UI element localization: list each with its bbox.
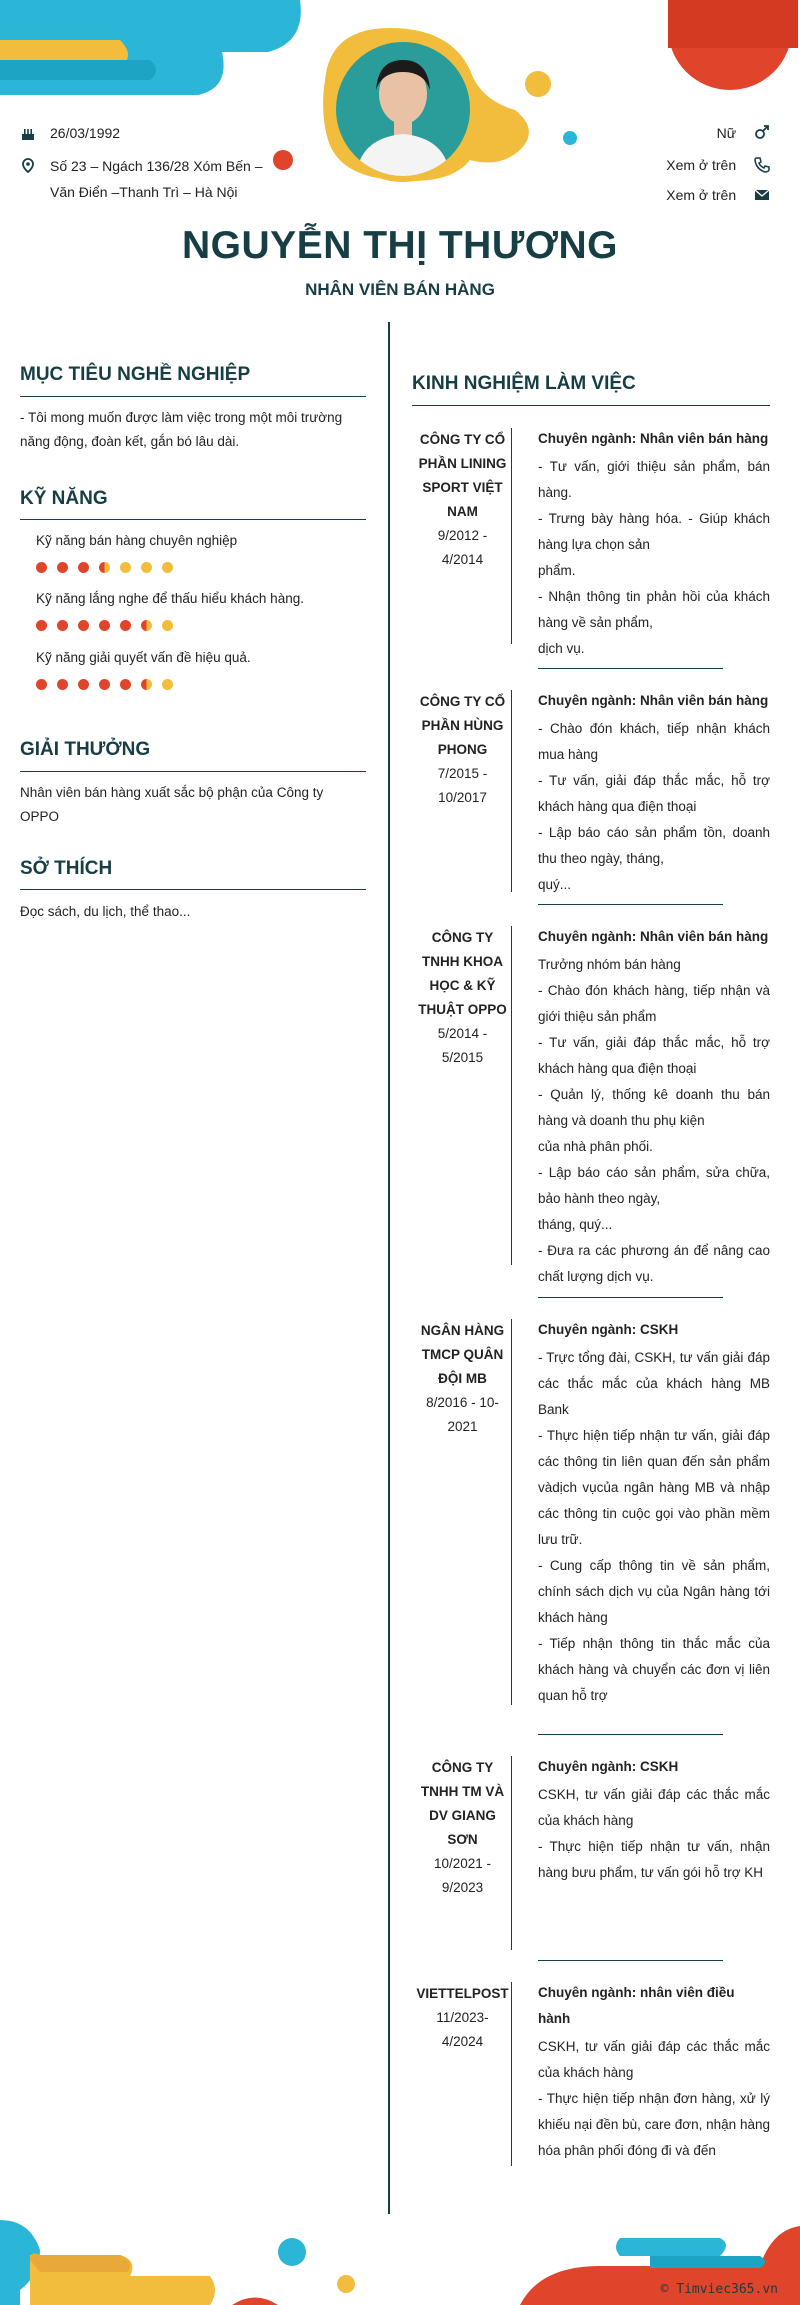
company-name-line: DV GIANG bbox=[429, 1808, 496, 1823]
company-name-line: ĐỘI MB bbox=[438, 1371, 487, 1386]
profile-photo bbox=[330, 36, 476, 182]
job-period-line: 7/2015 - bbox=[437, 766, 488, 781]
company-name-line: TNHH TM VÀ bbox=[420, 1784, 505, 1799]
job-duty: của nhà phân phối. bbox=[538, 1139, 653, 1154]
job-description bbox=[538, 1317, 770, 1709]
job-period-line: 10/2021 - bbox=[433, 1856, 492, 1871]
job-duty: - Chào đón khách hàng, tiếp nhận và giới thiệu sản phẩm bbox=[538, 983, 770, 1024]
job-duty: - Tiếp nhận thông tin thắc mắc của khách hàng và chuyển các đơn vị liên quan hỗ trợ bbox=[538, 1636, 770, 1703]
job-divider bbox=[511, 690, 512, 892]
gender-row bbox=[717, 122, 770, 144]
company-name-line: HỌC & KỸ bbox=[429, 978, 496, 993]
job-duty: - Đưa ra các phương án để nâng cao chất lượng dịch vụ. bbox=[538, 1243, 770, 1284]
job-role: Chuyên ngành: CSKH bbox=[538, 1322, 679, 1337]
job-duty: - Lập báo cáo sản phẩm tồn, doanh thu theo ngày, tháng, bbox=[538, 825, 770, 866]
objective-text bbox=[20, 406, 370, 454]
job-divider bbox=[511, 428, 512, 644]
candidate-name: NGUYỄN THỊ THƯƠNG bbox=[182, 224, 618, 267]
job-period-line: 4/2024 bbox=[441, 2034, 484, 2049]
skill-label: Kỹ năng giải quyết vấn đề hiệu quả. bbox=[36, 650, 251, 665]
small-cyan-dot bbox=[563, 131, 577, 145]
skill-rating-dot bbox=[162, 562, 173, 573]
company-name-line: PHONG bbox=[437, 742, 488, 757]
job-duty: - Thực hiện tiếp nhận đơn hàng, xử lý khiếu nại đền bù, care đơn, nhận hàng hóa phân phối đóng đi và đến bbox=[538, 2091, 770, 2158]
job-separator bbox=[538, 1297, 723, 1298]
skill-rating-dot bbox=[57, 562, 68, 573]
skill-rating-dot bbox=[141, 562, 152, 573]
skill-rating-dot bbox=[141, 679, 152, 690]
hobbies-text: Đọc sách, du lịch, thể thao... bbox=[20, 904, 191, 919]
awards-underline bbox=[20, 771, 366, 772]
bottom-yellow-dot bbox=[337, 2275, 355, 2293]
hobbies-underline bbox=[20, 889, 366, 890]
small-yellow-dot bbox=[525, 71, 551, 97]
bottom-right-cyan-stripe bbox=[616, 2238, 726, 2256]
job-role: Chuyên ngành: Nhân viên bán hàng bbox=[538, 431, 769, 446]
job-company bbox=[410, 1756, 515, 1900]
experience-heading: KINH NGHIỆM LÀM VIỆC bbox=[412, 373, 636, 394]
job-period-line: 9/2023 bbox=[441, 1880, 484, 1895]
skill-rating bbox=[36, 620, 173, 631]
candidate-position: NHÂN VIÊN BÁN HÀNG bbox=[305, 280, 495, 299]
company-name-line: TNHH KHOA bbox=[422, 954, 503, 969]
company-name-line: THUẬT OPPO bbox=[418, 1002, 507, 1017]
job-divider bbox=[511, 926, 512, 1265]
job-period-line: 10/2017 bbox=[438, 790, 487, 805]
job-period-line: 5/2015 bbox=[441, 1050, 484, 1065]
job-period-line: 5/2014 - bbox=[437, 1026, 488, 1041]
objective-line-1: - Tôi mong muốn được làm việc trong một môi trường bbox=[20, 410, 343, 425]
job-duty: - Thực hiện tiếp nhận tư vấn, nhận hàng bưu phẩm, tư vấn gói hỗ trợ KH bbox=[538, 1839, 770, 1880]
job-duty: - Trực tổng đài, CSKH, tư vấn giải đáp các thắc mắc của khách hàng MB Bank bbox=[538, 1350, 770, 1417]
company-name-line: SPORT VIỆT bbox=[422, 480, 503, 495]
phone-text: Xem ở trên bbox=[666, 157, 737, 173]
company-name-line: PHẦN HÙNG bbox=[421, 718, 504, 733]
company-name-line: CÔNG TY bbox=[431, 930, 494, 945]
job-role: Chuyên ngành: nhân viên điều hành bbox=[538, 1985, 735, 2026]
address-line-2: Văn Điển –Thanh Trì – Hà Nội bbox=[50, 184, 238, 200]
top-right-red-band bbox=[668, 0, 798, 48]
awards-line-2: OPPO bbox=[20, 809, 60, 824]
job-duty: Trưởng nhóm bán hàng bbox=[538, 957, 681, 972]
skill-rating-dot bbox=[99, 679, 110, 690]
company-name-line: SƠN bbox=[447, 1832, 478, 1847]
skill-rating-dot bbox=[162, 679, 173, 690]
objective-heading: MỤC TIÊU NGHỀ NGHIỆP bbox=[20, 364, 251, 385]
top-left-dark-stripe bbox=[0, 60, 156, 80]
job-separator bbox=[538, 1960, 723, 1961]
job-description bbox=[538, 1754, 770, 1886]
gender-text: Nữ bbox=[716, 125, 737, 141]
job-duty: - Tư vấn, giới thiệu sản phẩm, bán hàng. bbox=[538, 459, 770, 500]
column-divider bbox=[388, 322, 390, 2214]
skill-rating-dot bbox=[141, 620, 152, 631]
envelope-icon bbox=[754, 187, 770, 203]
skills-underline bbox=[20, 519, 366, 520]
job-duty: - Lập báo cáo sản phẩm, sửa chữa, bảo hành theo ngày, bbox=[538, 1165, 770, 1206]
skill-rating-dot bbox=[36, 679, 47, 690]
awards-heading: GIẢI THƯỞNG bbox=[20, 739, 151, 760]
job-duty: quý... bbox=[538, 877, 572, 892]
address-line-1: Số 23 – Ngách 136/28 Xóm Bến – bbox=[50, 158, 263, 174]
job-description bbox=[538, 1980, 770, 2164]
email-row bbox=[666, 184, 770, 206]
skill-rating-dot bbox=[78, 562, 89, 573]
job-role: Chuyên ngành: CSKH bbox=[538, 1759, 679, 1774]
company-name-line: NGÂN HÀNG bbox=[420, 1323, 505, 1338]
birthday-text: 26/03/1992 bbox=[50, 125, 121, 141]
bottom-red-half bbox=[232, 2298, 278, 2305]
awards-text bbox=[20, 781, 370, 829]
job-duty: phẩm. bbox=[538, 563, 576, 578]
small-red-dot bbox=[273, 150, 293, 170]
company-name-line: CÔNG TY bbox=[431, 1760, 494, 1775]
job-duty: CSKH, tư vấn giải đáp các thắc mắc của khách hàng bbox=[538, 1787, 770, 1828]
job-separator bbox=[538, 1734, 723, 1735]
skill-rating-dot bbox=[57, 620, 68, 631]
skill-label: Kỹ năng lắng nghe để thấu hiểu khách hàng. bbox=[36, 591, 304, 606]
job-duty: - Thực hiện tiếp nhận tư vấn, giải đáp các thông tin liên quan đến sản phẩm vàdịch vụcủa ngân hàng MB và nhập các thông tin cuộc gọi vào phần mềm lưu trữ. bbox=[538, 1428, 770, 1547]
job-period-line: 9/2012 - bbox=[437, 528, 488, 543]
skill-rating bbox=[36, 679, 173, 690]
job-period-line: 11/2023- bbox=[436, 2010, 489, 2025]
skills-heading: KỸ NĂNG bbox=[20, 488, 108, 509]
skill-rating-dot bbox=[162, 620, 173, 631]
email-text: Xem ở trên bbox=[666, 187, 737, 203]
company-name-line: CÔNG TY CỔ bbox=[419, 694, 506, 709]
job-description bbox=[538, 426, 770, 662]
job-company bbox=[410, 1982, 515, 2054]
objective-underline bbox=[20, 396, 366, 397]
company-name-line: VIETTELPOST bbox=[416, 1986, 509, 2001]
job-duty: - Cung cấp thông tin về sản phẩm, chính sách dịch vụ của Ngân hàng tới khách hàng bbox=[538, 1558, 770, 1625]
phone-row bbox=[666, 154, 770, 176]
experience-underline bbox=[412, 405, 770, 406]
job-divider bbox=[511, 1319, 512, 1705]
job-company bbox=[410, 926, 515, 1070]
company-name-line: PHẦN LINING bbox=[418, 456, 507, 471]
job-period-line: 8/2016 - 10- bbox=[426, 1395, 499, 1410]
job-duty: - Quản lý, thống kê doanh thu bán hàng và doanh thu phụ kiện bbox=[538, 1087, 770, 1128]
job-role: Chuyên ngành: Nhân viên bán hàng bbox=[538, 693, 769, 708]
job-duty: - Tư vấn, giải đáp thắc mắc, hỗ trợ khách hàng qua điện thoại bbox=[538, 773, 770, 814]
job-separator bbox=[538, 668, 723, 669]
skill-label: Kỹ năng bán hàng chuyên nghiệp bbox=[36, 533, 238, 548]
objective-line-2: năng động, đoàn kết, gắn bó lâu dài. bbox=[20, 434, 240, 449]
job-period-line: 2021 bbox=[447, 1419, 478, 1434]
gender-icon bbox=[754, 125, 770, 141]
company-name-line: NAM bbox=[447, 504, 478, 519]
company-name-line: TMCP QUÂN bbox=[421, 1347, 504, 1362]
job-duty: - Tư vấn, giải đáp thắc mắc, hỗ trợ khách hàng qua điện thoại bbox=[538, 1035, 770, 1076]
job-duty: - Trưng bày hàng hóa. - Giúp khách hàng lựa chọn sản bbox=[538, 511, 770, 552]
awards-line-1: Nhân viên bán hàng xuất sắc bộ phận của Công ty bbox=[20, 785, 324, 800]
skill-rating-dot bbox=[78, 620, 89, 631]
location-pin-icon bbox=[20, 158, 36, 174]
skill-rating-dot bbox=[57, 679, 68, 690]
job-divider bbox=[511, 1982, 512, 2166]
skill-rating-dot bbox=[99, 562, 110, 573]
company-name-line: CÔNG TY CỔ bbox=[419, 432, 506, 447]
job-company bbox=[410, 1319, 515, 1439]
job-duty: CSKH, tư vấn giải đáp các thắc mắc của khách hàng bbox=[538, 2039, 770, 2080]
skill-rating-dot bbox=[36, 620, 47, 631]
skill-rating-dot bbox=[78, 679, 89, 690]
job-description bbox=[538, 688, 770, 898]
hobbies-heading: SỞ THÍCH bbox=[20, 858, 113, 879]
job-divider bbox=[511, 1756, 512, 1950]
job-period-line: 4/2014 bbox=[441, 552, 484, 567]
skill-rating-dot bbox=[36, 562, 47, 573]
job-company bbox=[410, 428, 515, 572]
job-duty: tháng, quý... bbox=[538, 1217, 613, 1232]
job-duty: - Chào đón khách, tiếp nhận khách mua hàng bbox=[538, 721, 770, 762]
job-duty: dịch vụ. bbox=[538, 641, 585, 656]
job-company bbox=[410, 690, 515, 810]
skill-rating-dot bbox=[99, 620, 110, 631]
skill-rating bbox=[36, 562, 173, 573]
job-description bbox=[538, 924, 770, 1290]
skill-rating-dot bbox=[120, 562, 131, 573]
job-separator bbox=[538, 904, 723, 905]
cake-icon bbox=[20, 125, 36, 141]
skill-rating-dot bbox=[120, 679, 131, 690]
copyright-text: © Timviec365.vn bbox=[660, 2282, 778, 2297]
job-role: Chuyên ngành: Nhân viên bán hàng bbox=[538, 929, 769, 944]
skill-rating-dot bbox=[120, 620, 131, 631]
job-duty: - Nhận thông tin phản hồi của khách hàng về sản phẩm, bbox=[538, 589, 770, 630]
bottom-cyan-dot bbox=[278, 2238, 306, 2266]
bottom-right-dark-stripe bbox=[650, 2256, 765, 2268]
avatar-silhouette bbox=[336, 42, 470, 176]
bottom-left-stripe bbox=[30, 2253, 130, 2272]
phone-icon bbox=[754, 157, 770, 173]
